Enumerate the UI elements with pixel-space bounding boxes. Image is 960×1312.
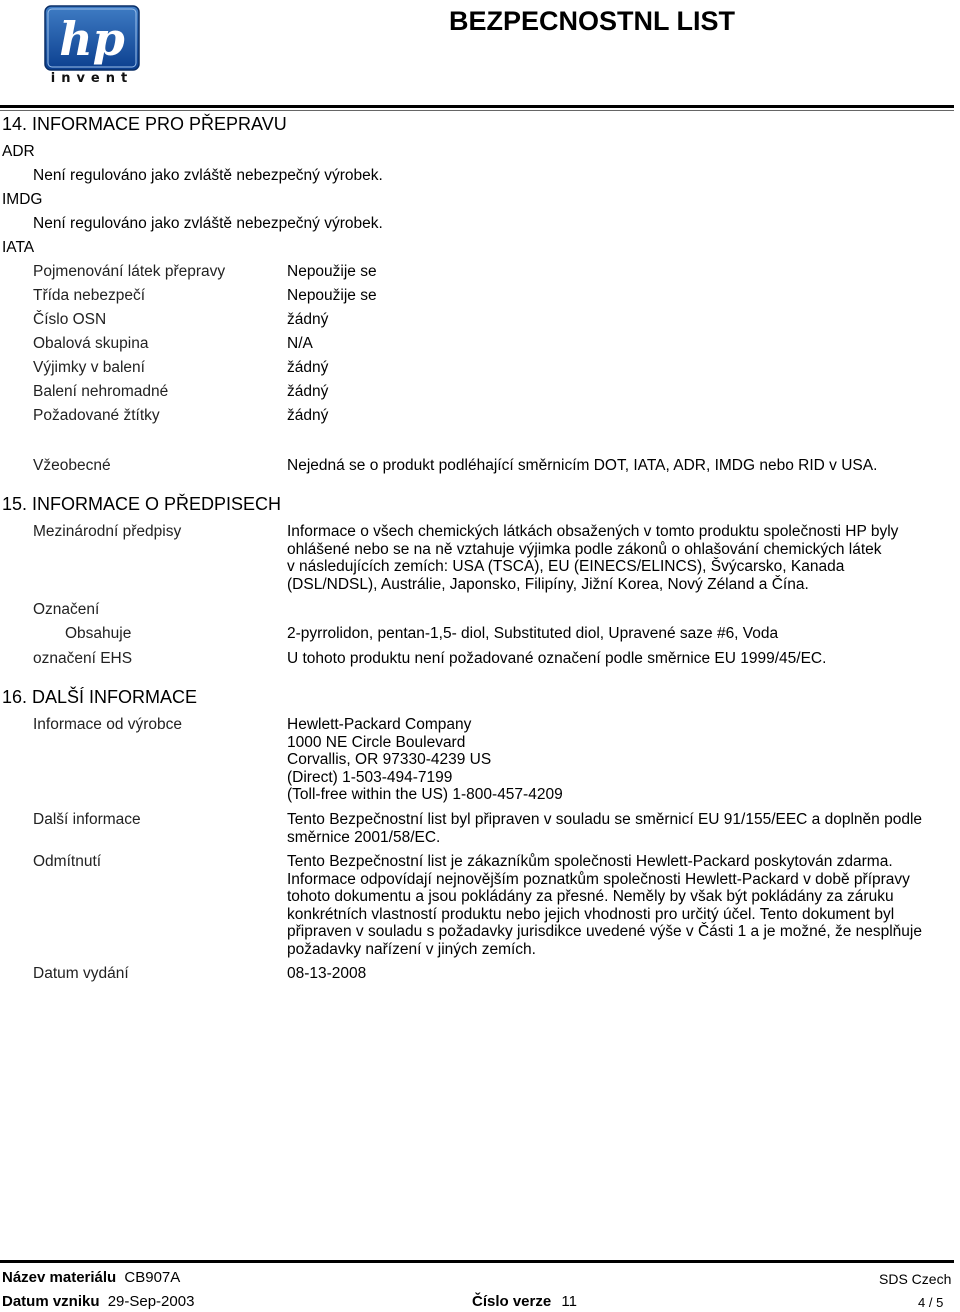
imdg-text: Není regulováno jako zvláště nebezpečný výrobek.	[33, 215, 383, 232]
version-value: 11	[561, 1293, 577, 1310]
iata-row-value: Nepoužije se	[287, 263, 377, 280]
intl-regulations-label: Mezinárodní předpisy	[33, 523, 182, 540]
disclaimer-label: Odmítnutí	[33, 853, 102, 870]
iata-row-label: Výjimky v balení	[33, 359, 145, 376]
manufacturer-label: Informace od výrobce	[33, 716, 183, 733]
iata-row-value: žádný	[287, 407, 329, 424]
other-info-text: Tento Bezpečnostní list byl připraven v souladu se směrnicí EU 91/155/EEC a doplněn podle směrnice 2001/58/EC.	[287, 811, 923, 846]
iata-label: IATA	[2, 239, 35, 256]
ehs-value: U tohoto produktu není požadované označení podle směrnice EU 1999/45/EC.	[287, 650, 827, 667]
page-number: 4 / 5	[918, 1295, 944, 1310]
iata-row-value: žádný	[287, 383, 329, 400]
iata-row-label: Číslo OSN	[33, 311, 107, 328]
material-name-label: Název materiálu	[2, 1269, 117, 1286]
version-number	[472, 1293, 577, 1311]
hp-logo	[44, 5, 140, 89]
general-label: Vžeobecné	[33, 457, 111, 474]
footer-rule	[0, 1260, 954, 1263]
header-rule-thick	[0, 105, 954, 108]
issue-date-label: Datum vydání	[33, 965, 129, 982]
other-info-label: Další informace	[33, 811, 141, 828]
adr-label: ADR	[2, 143, 35, 160]
disclaimer-text: Tento Bezpečnostní list je zákazníkům společnosti Hewlett-Packard poskytován zdarma. Informace odpovídají nejnovějším poznatkům společnosti Hewlett-Packard v době přípravy tohoto dokumentu a jsou pokládány za přesné. Neměly by však být pokládány za záruku konkrétních vlastností produktu nebo jejich vhodnosti pro určitý účel. Tento dokument byl připraven v souladu s požadavky jurisdikce uvedené výše v Části 1 a je možné, že nesplňuje požadavky nařízení v jiných zemích.	[287, 853, 922, 958]
general-value: Nejedná se o produkt podléhající směrnicím DOT, IATA, ADR, IMDG nebo RID v USA.	[287, 457, 878, 474]
iata-row-label: Požadované žtítky	[33, 407, 160, 424]
creation-date-label: Datum vzniku	[2, 1293, 100, 1310]
iata-row-label: Obalová skupina	[33, 335, 149, 352]
adr-text: Není regulováno jako zvláště nebezpečný výrobek.	[33, 167, 383, 184]
hp-logo-icon	[44, 5, 140, 71]
header-rule-thin	[0, 110, 954, 111]
material-name	[2, 1269, 180, 1287]
iata-row-label: Balení nehromadné	[33, 383, 169, 400]
imdg-label: IMDG	[2, 191, 43, 208]
section-15-title: 15. INFORMACE O PŘEDPISECH	[2, 494, 282, 514]
sds-language: SDS Czech	[879, 1271, 952, 1287]
ehs-label: označení EHS	[33, 650, 133, 667]
manufacturer-address: Hewlett-Packard Company 1000 NE Circle Boulevard Corvallis, OR 97330-4239 US (Direct) 1-503-494-7199 (Toll-free within the US) 1-800-457-4209	[287, 716, 563, 804]
contains-label: Obsahuje	[65, 625, 132, 642]
iata-row-value: N/A	[287, 335, 313, 352]
iata-row-label: Třída nebezpečí	[33, 287, 146, 304]
creation-date-value: 29-Sep-2003	[107, 1293, 195, 1310]
svg-text:hp: hp	[59, 12, 125, 66]
section-14-title: 14. INFORMACE PRO PŘEPRAVU	[2, 114, 287, 134]
version-label: Číslo verze	[472, 1293, 552, 1310]
iata-row-label: Pojmenování látek přepravy	[33, 263, 226, 280]
material-name-value: CB907A	[124, 1269, 181, 1286]
creation-date	[2, 1293, 194, 1311]
iata-row-value: žádný	[287, 359, 329, 376]
logo-tagline: invent	[50, 71, 134, 86]
contains-value: 2-pyrrolidon, pentan-1,5- diol, Substituted diol, Upravené saze #6, Voda	[287, 625, 779, 642]
iata-row-value: Nepoužije se	[287, 287, 377, 304]
marking-label: Označení	[33, 601, 100, 618]
issue-date-value: 08-13-2008	[287, 965, 367, 982]
section-16-title: 16. DALŠÍ INFORMACE	[2, 687, 198, 707]
document-title: BEZPECNOSTNL LIST	[449, 6, 736, 36]
intl-regulations-text: Informace o všech chemických látkách obsažených v tomto produktu společnosti HP byly ohlášené nebo se na ně vztahuje výjimka podle zákonů o ohlašování chemických látek v následujících zemích: USA (TSCA), EU (EINECS/ELINCS), Švýcarsko, Kanada (DSL/NDSL), Austrálie, Japonsko, Filipíny, Jižní Korea, Nový Zéland a Čína.	[287, 523, 899, 593]
iata-row-value: žádný	[287, 311, 329, 328]
